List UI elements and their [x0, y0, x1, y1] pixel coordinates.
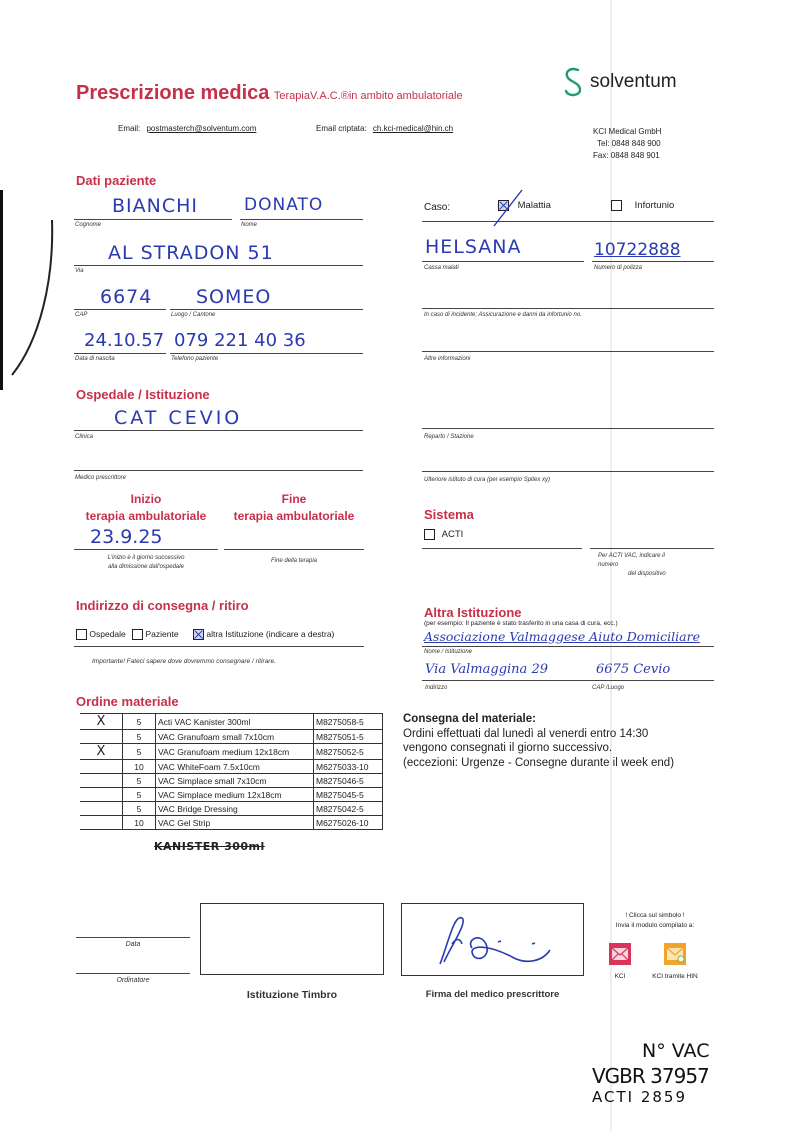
handwritten-check-icon — [490, 186, 526, 230]
vac-number-annotation — [592, 1040, 782, 1106]
brand-logo — [560, 66, 677, 98]
other-institution-name[interactable]: Associazione Valmaggese Aiuto Domiciliare — [424, 629, 701, 644]
other-institution-address[interactable]: Via Valmaggina 29 — [425, 662, 548, 677]
order-description: VAC WhiteFoam 7.5x10cm — [156, 760, 314, 774]
therapy-start-value[interactable]: 23.9.25 — [90, 526, 163, 548]
send-instructions — [595, 911, 715, 931]
order-code: M8275051-5 — [314, 730, 383, 744]
phone-value[interactable]: 079 221 40 36 — [174, 330, 306, 351]
order-table — [80, 713, 383, 830]
other-institution-city-label: CAP /Luogo — [592, 685, 625, 691]
therapy-end-title-1: Fine — [281, 492, 307, 506]
street-value[interactable]: AL STRADON 51 — [108, 242, 274, 264]
email-link[interactable]: postmasterch@solventum.com — [146, 124, 257, 133]
encrypted-email-label: Email criptata: — [316, 124, 367, 133]
therapy-end-title — [224, 491, 364, 525]
insurer-label: Cassa malati — [424, 265, 459, 271]
scan-edge-mark — [0, 0, 70, 400]
delivery-options — [76, 629, 334, 640]
order-qty: 5 — [123, 744, 156, 760]
order-description: VAC Gel Strip — [156, 816, 314, 830]
send-hin-label: KCI tramite HIN — [652, 973, 698, 980]
other-institution-name-label: Nome / Istituzione — [424, 649, 473, 655]
order-row[interactable] — [80, 744, 383, 760]
acti-number-value: ACTI 2859 — [592, 1088, 687, 1106]
policy-value[interactable]: 10722888 — [594, 240, 681, 260]
acti-label: ACTI — [441, 529, 464, 541]
order-section-title: Ordine materiale — [76, 694, 179, 709]
street-label: Via — [75, 268, 84, 274]
delivery-note: Importante! Fateci sapere dove dovremmo consegnare / ritirare. — [92, 658, 276, 665]
dob-label: Data di nascita — [75, 356, 115, 362]
order-code: M8275058-5 — [314, 714, 383, 730]
accident-label: In caso di incidente; Assicurazione e danni da infortunio no. — [424, 312, 582, 318]
order-row[interactable] — [80, 774, 383, 788]
delivery-info-line2: vengono consegnati il giorno successivo. — [403, 742, 613, 754]
vac-number-title: N° VAC — [642, 1040, 710, 1062]
other-info-label: Altre informazioni — [424, 356, 471, 362]
encrypted-email-link[interactable]: ch.kci-medical@hin.ch — [372, 124, 454, 133]
infortunio-label: Infortunio — [634, 200, 675, 212]
therapy-start-title-1: Inizio — [130, 492, 162, 506]
further-institution-label: Ulteriore istituto di cura (per esempio Spitex xy) — [424, 477, 551, 483]
other-institution-address-label: Indirizzo — [425, 685, 448, 691]
order-description: Acti VAC Kanister 300ml — [156, 714, 314, 730]
send-kci-label: KCI — [614, 973, 626, 980]
insurer-value[interactable]: HELSANA — [425, 236, 522, 258]
delivery-info — [403, 712, 674, 770]
other-institution-title: Altra Istituzione — [424, 605, 522, 620]
altra-istituzione-label: altra Istituzione (indicare a destra) — [206, 629, 335, 639]
device-note-1: Per ACTI VAC, indicare il — [598, 553, 665, 559]
delivery-section-title: Indirizzo di consegna / ritiro — [76, 598, 249, 613]
order-qty: 5 — [123, 774, 156, 788]
email-row — [118, 124, 256, 133]
cap-value[interactable]: 6674 — [100, 286, 153, 308]
order-mark[interactable]: X — [80, 714, 123, 730]
doctor-label: Medico prescrittore — [75, 475, 127, 481]
other-institution-city[interactable]: 6675 Cevio — [596, 662, 671, 677]
altra-istituzione-checkbox[interactable] — [193, 629, 204, 640]
send-kci-button[interactable] — [608, 943, 632, 980]
system-section-title: Sistema — [424, 507, 474, 522]
other-institution-example: (per esempio: Il paziente è stato trasferito in una casa di cura, ecc.) — [424, 620, 618, 627]
order-code: M8275045-5 — [314, 788, 383, 802]
name-value[interactable]: DONATO — [244, 195, 324, 215]
delivery-option-ospedale[interactable] — [76, 629, 126, 639]
city-value[interactable]: SOMEO — [196, 286, 272, 308]
page-subtitle: TerapiaV.A.C.®in ambito ambulatoriale — [273, 90, 463, 102]
signature-box[interactable] — [401, 903, 584, 976]
infortunio-checkbox[interactable] — [611, 200, 622, 211]
order-qty: 5 — [123, 788, 156, 802]
order-code: M6275033-10 — [314, 760, 383, 774]
company-contact — [593, 126, 661, 162]
order-mark[interactable] — [80, 802, 123, 816]
company-tel: Tel: 0848 848 900 — [597, 139, 661, 148]
delivery-info-title: Consegna del materiale: — [403, 713, 536, 725]
order-row[interactable] — [80, 714, 383, 730]
order-description: VAC Bridge Dressing — [156, 802, 314, 816]
order-code: M8275046-5 — [314, 774, 383, 788]
delivery-info-line3: (eccezioni: Urgenze - Consegne durante il week end) — [403, 756, 675, 769]
patient-section-title: Dati paziente — [76, 173, 157, 188]
order-row[interactable] — [80, 802, 383, 816]
clinic-label: Clinica — [75, 434, 94, 440]
policy-label: Numero di polizza — [594, 265, 643, 271]
paziente-checkbox[interactable] — [132, 629, 143, 640]
device-number-note — [598, 552, 666, 579]
acti-option[interactable] — [424, 529, 463, 540]
order-qty: 5 — [123, 802, 156, 816]
orderer-label: Ordinatore — [116, 977, 150, 984]
delivery-option-paziente[interactable] — [132, 629, 178, 639]
device-note-2: numero — [598, 562, 619, 568]
order-code: M8275052-5 — [314, 744, 383, 760]
order-description: VAC Granufoam small 7x10cm — [156, 730, 314, 744]
order-qty: 10 — [123, 760, 156, 774]
brand-name: solventum — [590, 71, 677, 92]
order-mark[interactable]: X — [80, 744, 123, 760]
order-row[interactable] — [80, 760, 383, 774]
mail-kci-icon — [609, 943, 631, 965]
stamp-box[interactable] — [200, 903, 384, 975]
ospedale-checkbox[interactable] — [76, 629, 87, 640]
surname-label: Cognome — [75, 222, 102, 228]
signature-icon — [402, 904, 582, 974]
order-mark[interactable] — [80, 760, 123, 774]
order-mark[interactable] — [80, 774, 123, 788]
surname-value[interactable]: BIANCHI — [112, 195, 199, 217]
date-label: Data — [125, 941, 141, 948]
order-mark[interactable] — [80, 730, 123, 744]
order-row[interactable] — [80, 816, 383, 830]
delivery-option-altra[interactable] — [193, 629, 334, 639]
page-title: Prescrizione medica — [76, 82, 270, 104]
order-code: M6275026-10 — [314, 816, 383, 830]
order-mark[interactable] — [80, 816, 123, 830]
order-row[interactable] — [80, 788, 383, 802]
ward-label: Reparto / Stazione — [424, 434, 474, 440]
order-mark[interactable] — [80, 788, 123, 802]
therapy-start-title — [74, 491, 218, 525]
malattia-label: Malattia — [517, 200, 551, 212]
name-label: Nome — [241, 222, 258, 228]
case-option-infortunio[interactable] — [611, 200, 674, 211]
company-fax: Fax: 0848 848 901 — [593, 151, 660, 160]
title-row — [76, 82, 463, 105]
click-note-1: ! Clicca sul simbolo ! — [625, 912, 685, 919]
order-qty: 10 — [123, 816, 156, 830]
send-hin-button[interactable] — [645, 943, 705, 980]
encrypted-email-row — [316, 124, 453, 133]
therapy-start-note-2: alla dimissione dall'ospedale — [108, 564, 184, 570]
order-qty: 5 — [123, 714, 156, 730]
stamp-label: Istituzione Timbro — [246, 989, 338, 1001]
signature-label: Firma del medico prescrittore — [425, 989, 560, 1000]
therapy-start-note-1: L'inizio è il giorno successivo — [107, 555, 185, 561]
dob-value[interactable]: 24.10.57 — [84, 330, 165, 351]
solventum-logo-icon — [560, 66, 586, 98]
handwritten-order-note: KANISTER 300ml — [154, 840, 265, 853]
mail-hin-icon — [664, 943, 686, 965]
company-name: KCI Medical GmbH — [593, 127, 662, 136]
clinic-value[interactable]: CAT CEVIO — [114, 407, 243, 429]
click-note-2: Invia il modulo compilato a: — [615, 922, 695, 929]
phone-label: Telefono paziente — [171, 356, 219, 362]
order-description: VAC Simplace small 7x10cm — [156, 774, 314, 788]
order-description: VAC Simplace medium 12x18cm — [156, 788, 314, 802]
therapy-start-title-2: terapia ambulatoriale — [85, 509, 207, 523]
therapy-end-title-2: terapia ambulatoriale — [233, 509, 355, 523]
vac-number-value: VGBR 37957 — [592, 1064, 709, 1088]
order-description: VAC Granufoam medium 12x18cm — [156, 744, 314, 760]
case-label: Caso: — [424, 202, 451, 213]
order-code: M8275042-5 — [314, 802, 383, 816]
order-qty: 5 — [123, 730, 156, 744]
device-note-3: del dispositivo — [628, 571, 666, 577]
delivery-info-line1: Ordini effettuati dal lunedì al venerdi entro 14:30 — [403, 727, 649, 740]
cap-label: CAP — [75, 312, 88, 318]
therapy-end-note: Fine della terapia — [270, 558, 318, 564]
therapy-start-note — [74, 554, 218, 572]
email-label: Email: — [118, 124, 141, 133]
hospital-section-title: Ospedale / Istituzione — [76, 387, 210, 402]
city-label: Luogo / Cantone — [171, 312, 216, 318]
acti-checkbox[interactable] — [424, 529, 435, 540]
paziente-label: Paziente — [145, 629, 179, 639]
ospedale-label: Ospedale — [89, 629, 126, 639]
order-row[interactable] — [80, 730, 383, 744]
